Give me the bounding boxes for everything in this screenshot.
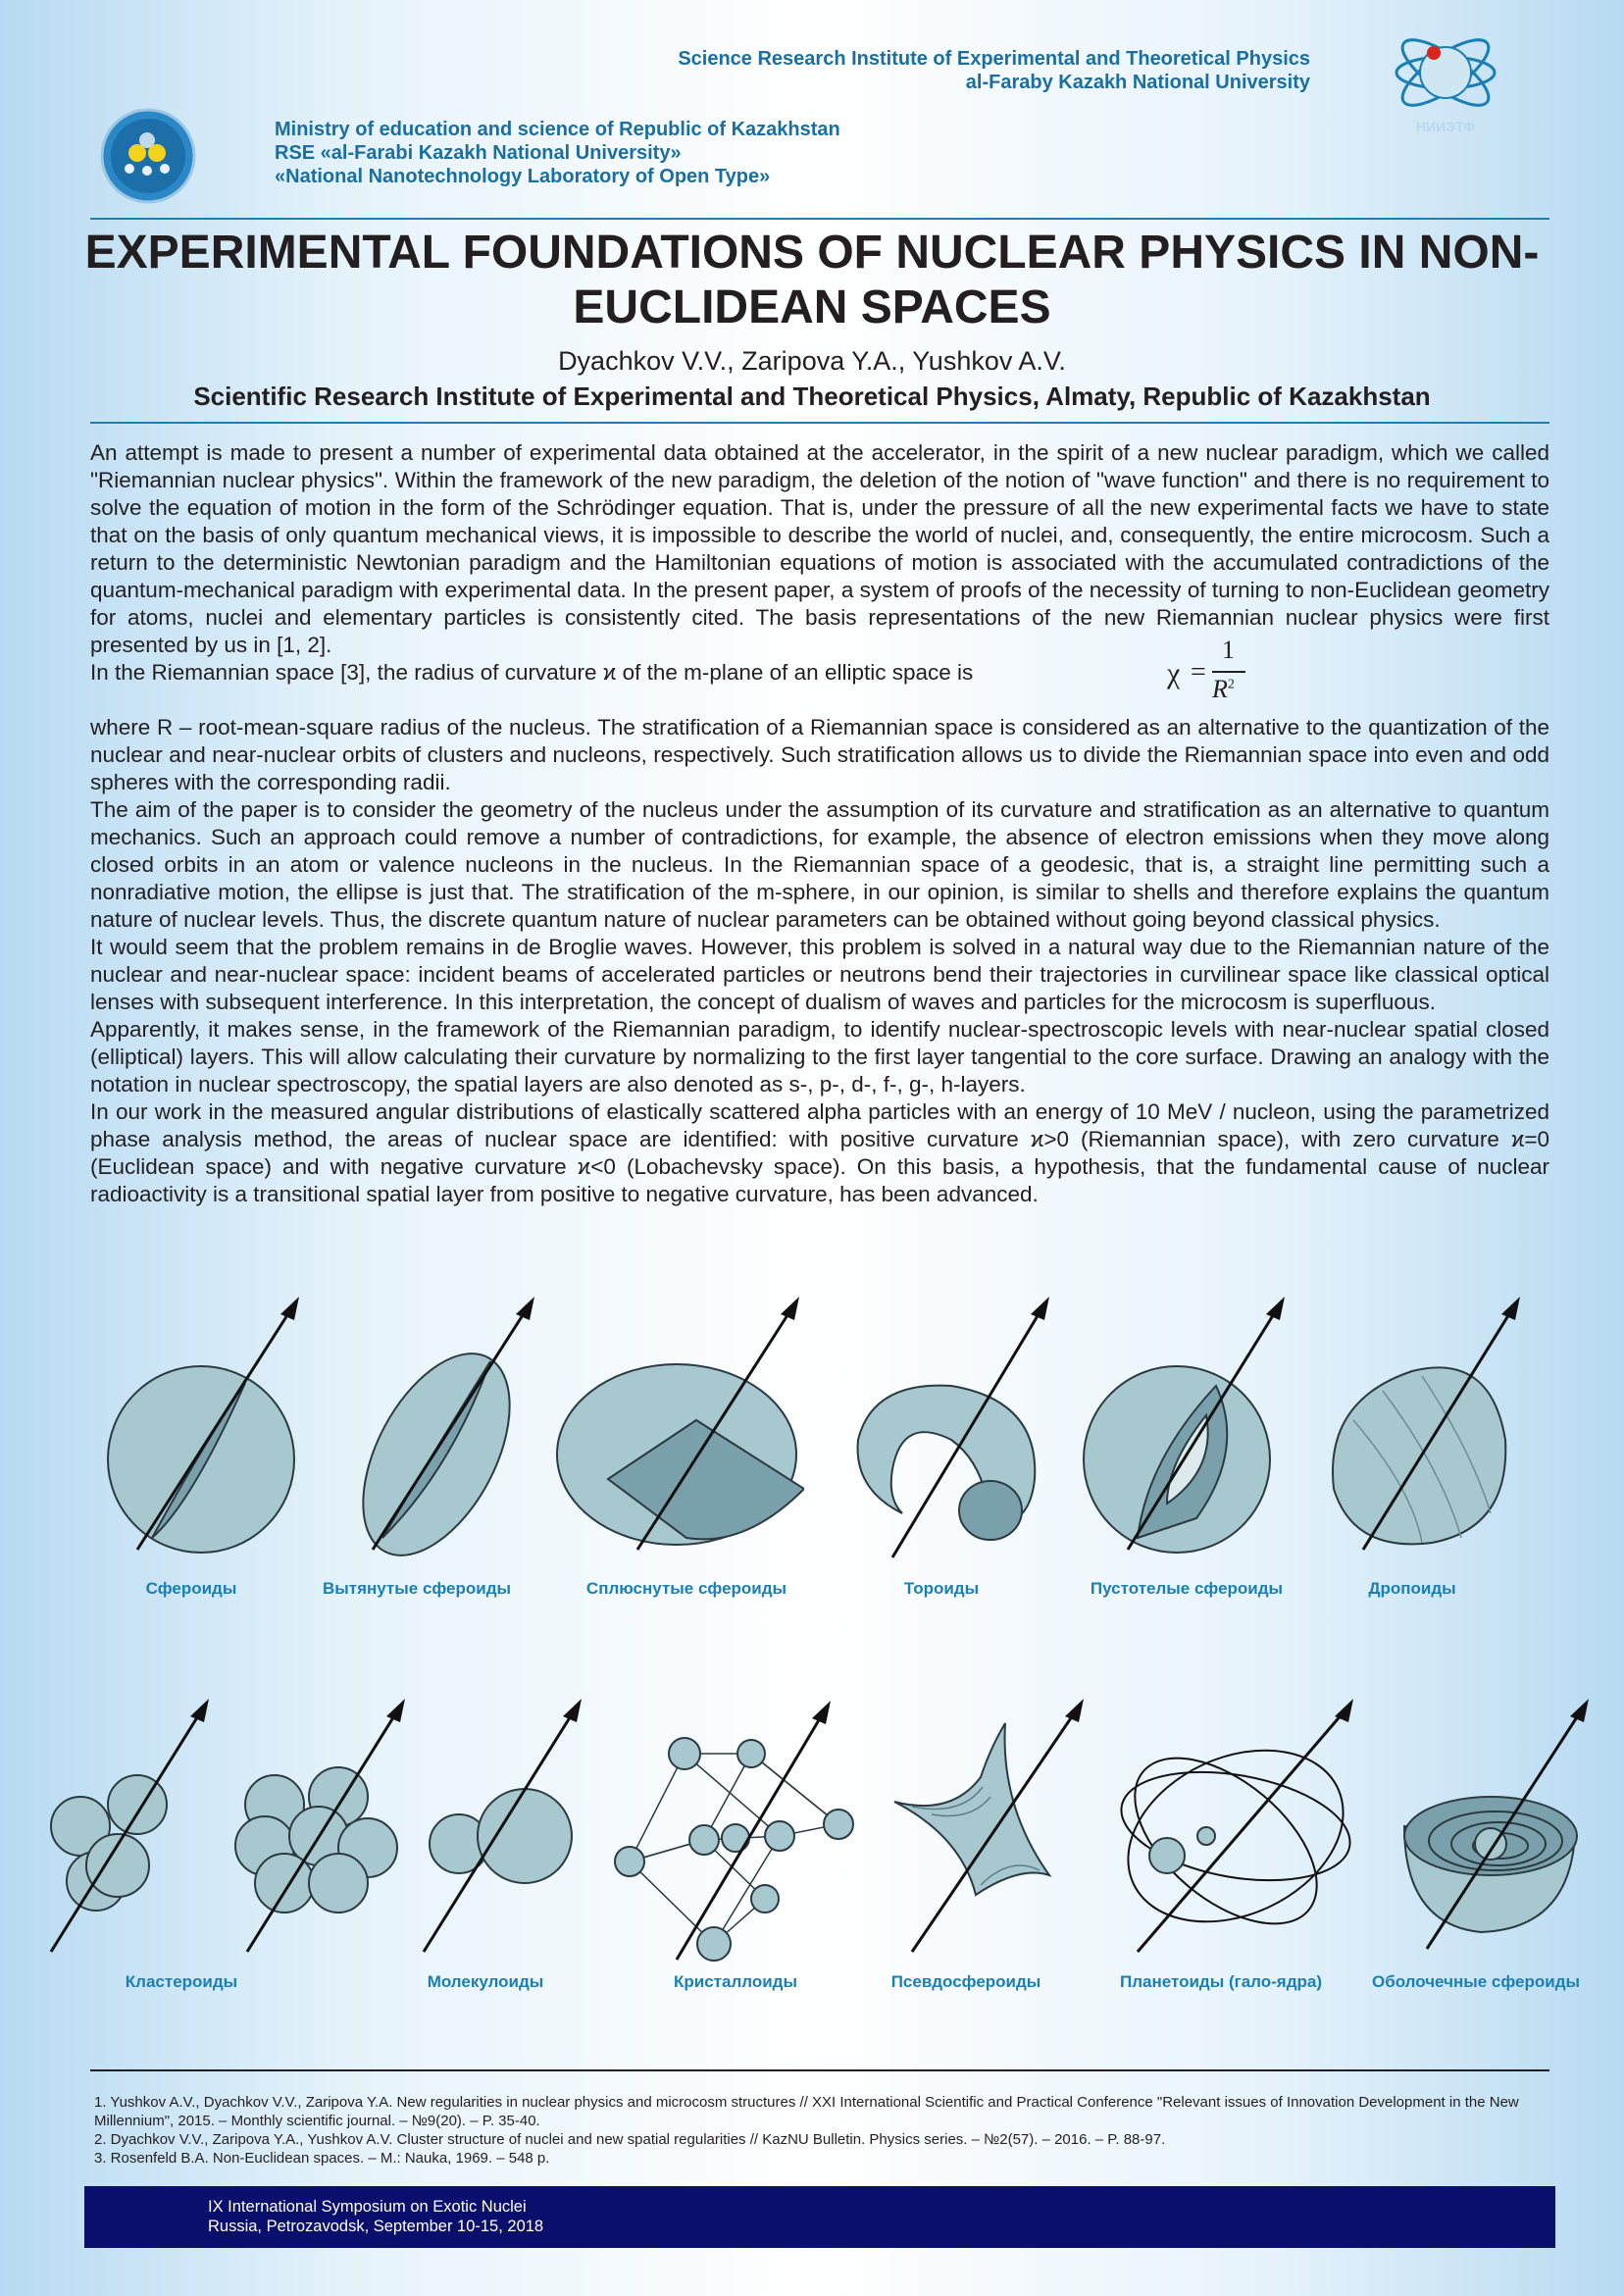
caption-oblate-spheroids: Сплюснутые сфероиды (585, 1579, 787, 1598)
abstract-bottom (90, 714, 1549, 1208)
title-divider (90, 422, 1549, 424)
abstract-paragraph-6: Apparently, it makes sense, in the framework of the Riemannian paradigm, to identify nuclear-spectroscopic levels with near-nuclear spatial closed (elliptical) layers. This will allow calculating their curvature by normalizing to the first layer tangential to the core surface. Drawing an analogy with the notation in nuclear spectroscopy, the spatial layers are also denoted as s-, p-, d-, f-, g-, h-layers. (90, 1017, 1549, 1097)
reference-2: 2. Dyachkov V.V., Zaripova Y.A., Yushkov A.V. Cluster structure of nuclei and new spatial regularities // KazNU Bulletin. Physics series. – №2(57). – 2016. – P. 88-97. (94, 2131, 1166, 2148)
abstract-paragraph-3: where R – root-mean-square radius of the nucleus. The stratification of a Riemannian space is considered as an alternative to the quantization of the nuclear and near-nuclear orbits of clusters and nucleons, respectively. Such stratification allows us to divide the Riemannian space into even and odd spheres with the corresponding radii. (90, 715, 1549, 794)
abstract-paragraph-1: An attempt is made to present a number of experimental data obtained at the accelerator, in the spirit of a new nuclear paradigm, which we called "Riemannian nuclear physics". Within the framework of the new paradigm, the deletion of the notion of "wave function" and there is no requirement to solve the equation of motion in the form of the Schrödinger equation. That is, under the pressure of all the new experimental facts we have to state that on the basis of only quantum mechanical views, it is impossible to describe the world of nuclei, and, consequently, the entire microcosm. Such a return to the deterministic Newtonian paradigm and the Hamiltonian equations of motion is associated with the accumulated contradictions of the quantum-mechanical paradigm with experimental data. In the present paper, a system of proofs of the necessity of turning to non-Euclidean geometry for atoms, nuclei and elementary particles is consistently cited. The basis representations of the new Riemannian nuclear physics were first presented by us in [1, 2]. (90, 440, 1549, 657)
clusteroid-figure (39, 1689, 226, 1964)
caption-pseudospheroids: Псевдосфероиды (890, 1972, 1041, 1991)
toroid-figure (834, 1293, 1059, 1577)
abstract-top (90, 439, 1549, 687)
ministry-line-1: Ministry of education and science of Republic of Kazakhstan (275, 119, 840, 140)
crystalloid-figure (608, 1689, 863, 1964)
caption-dropoids: Дропоиды (1368, 1579, 1456, 1598)
authors: Dyachkov V.V., Zaripova Y.A., Yushkov A.V. (558, 346, 1066, 376)
abstract-paragraph-5: It would seem that the problem remains in de Broglie waves. However, this problem is solved in a natural way due to the Riemannian nature of the nuclear and near-nuclear space: incident beams of accelerated particles or neutrons bend their trajectories in curvilinear space like classical optical lenses with subsequent interference. In this interpretation, the concept of dualism of waves and particles for the microcosm is superfluous. (90, 935, 1549, 1014)
footer-location: Russia, Petrozavodsk, September 10-15, 2018 (208, 2218, 544, 2235)
moleculoid-cluster-figure (226, 1689, 422, 1964)
oblate-spheroid-figure (549, 1293, 804, 1577)
affiliation: Scientific Research Institute of Experimental and Theoretical Physics, Almaty, Republic of Kazakhstan (193, 382, 1431, 411)
nanolab-logo (100, 108, 196, 204)
institute-line-1: Science Research Institute of Experimental and Theoretical Physics (678, 48, 1310, 70)
svg-text:НИИЭТФ: НИИЭТФ (1415, 119, 1476, 134)
header-divider (90, 218, 1549, 220)
planetoid-figure (1108, 1689, 1363, 1964)
institute-name (678, 47, 1310, 94)
caption-hollow-spheroids: Пустотелые сфероиды (1090, 1579, 1284, 1598)
formula-denominator: $R^2$ (1212, 675, 1235, 703)
prolate-spheroid-figure (333, 1293, 549, 1577)
caption-spheroids: Сфероиды (145, 1579, 237, 1598)
reference-1: 1. Yushkov A.V., Dyachkov V.V., Zaripova Y.A. New regularities in nuclear physics and microcosm structures // XXI International Scientific and Practical Conference "Relevant issues of Innovation Development in the New Millennium", 2015. – Monthly scientific journal. – №9(20). – P. 35-40. (94, 2094, 1519, 2129)
references-divider (90, 2069, 1549, 2071)
moleculoid-figure (422, 1689, 598, 1964)
formula-lhs: χ (1167, 657, 1181, 689)
institute-logo (1385, 12, 1512, 139)
institute-line-2: al-Faraby Kazakh National University (965, 72, 1310, 93)
caption-toroids: Тороиды (903, 1579, 980, 1598)
curvature-formula (1167, 636, 1255, 706)
dropoid-figure (1314, 1293, 1530, 1577)
poster-title: EXPERIMENTAL FOUNDATIONS OF NUCLEAR PHYSICS IN NON-EUCLIDEAN SPACES (84, 227, 1540, 333)
abstract-paragraph-4: The aim of the paper is to consider the geometry of the nucleus under the assumption of its curvature and stratification as an alternative to quantum mechanics. Such an approach could remove a number of contradictions, for example, the absence of electron emissions when they move along closed orbits in an atom or valence nucleons in the nucleus. In the Riemannian space of a geodesic, that is, a straight line permitting such a nonradiative motion, the ellipse is just that. The stratification of the m-sphere, in our opinion, is similar to shells and therefore explains the quantum nature of nuclear levels. Thus, the discrete quantum nature of nuclear parameters can be obtained without going beyond classical physics. (90, 797, 1549, 932)
caption-planetoids: Планетоиды (гало-ядра) (1120, 1972, 1322, 1991)
reference-3: 3. Rosenfeld B.A. Non-Euclidean spaces. – M.: Nauka, 1969. – 548 p. (94, 2150, 550, 2167)
ministry-line-3: «National Nanotechnology Laboratory of Open Type» (275, 166, 771, 187)
caption-moleculoids: Молекулоиды (427, 1972, 544, 1991)
ministry-line-2: RSE «al-Farabi Kazakh National University» (275, 142, 682, 164)
hollow-spheroid-figure (1079, 1293, 1294, 1577)
formula-fraction-bar (1212, 671, 1245, 673)
formula-equals: = (1191, 657, 1206, 688)
caption-clusteroids: Кластероиды (125, 1972, 238, 1991)
formula-numerator: 1 (1222, 636, 1235, 664)
references (94, 2093, 1546, 2168)
ministry-block (275, 118, 840, 188)
caption-crystalloids: Кристаллоиды (674, 1972, 797, 1991)
spheroid-figure (98, 1293, 314, 1577)
pseudospheroid-figure (883, 1689, 1098, 1964)
conference-footer (84, 2186, 1555, 2248)
abstract-paragraph-7: In our work in the measured angular distributions of elastically scattered alpha particles with an energy of 10 MeV / nucleon, using the parametrized phase analysis method, the areas of nuclear space are identified: with positive curvature ϰ>0 (Riemannian space), with zero curvature ϰ=0 (Euclidean space) and with negative curvature ϰ<0 (Lobachevsky space). On this basis, a hypothesis, that the fundamental cause of nuclear radioactivity is a transitional spatial layer from positive to negative curvature, has been advanced. (90, 1099, 1549, 1206)
shell-spheroid-figure (1373, 1689, 1599, 1964)
footer-symposium: IX International Symposium on Exotic Nuclei (208, 2198, 527, 2216)
caption-prolate-spheroids: Вытянутые сфероиды (322, 1579, 512, 1598)
abstract-paragraph-2: In the Riemannian space [3], the radius of curvature ϰ of the m-plane of an elliptic space is (90, 660, 974, 685)
caption-shell-spheroids: Оболочечные сфероиды (1371, 1972, 1581, 1991)
